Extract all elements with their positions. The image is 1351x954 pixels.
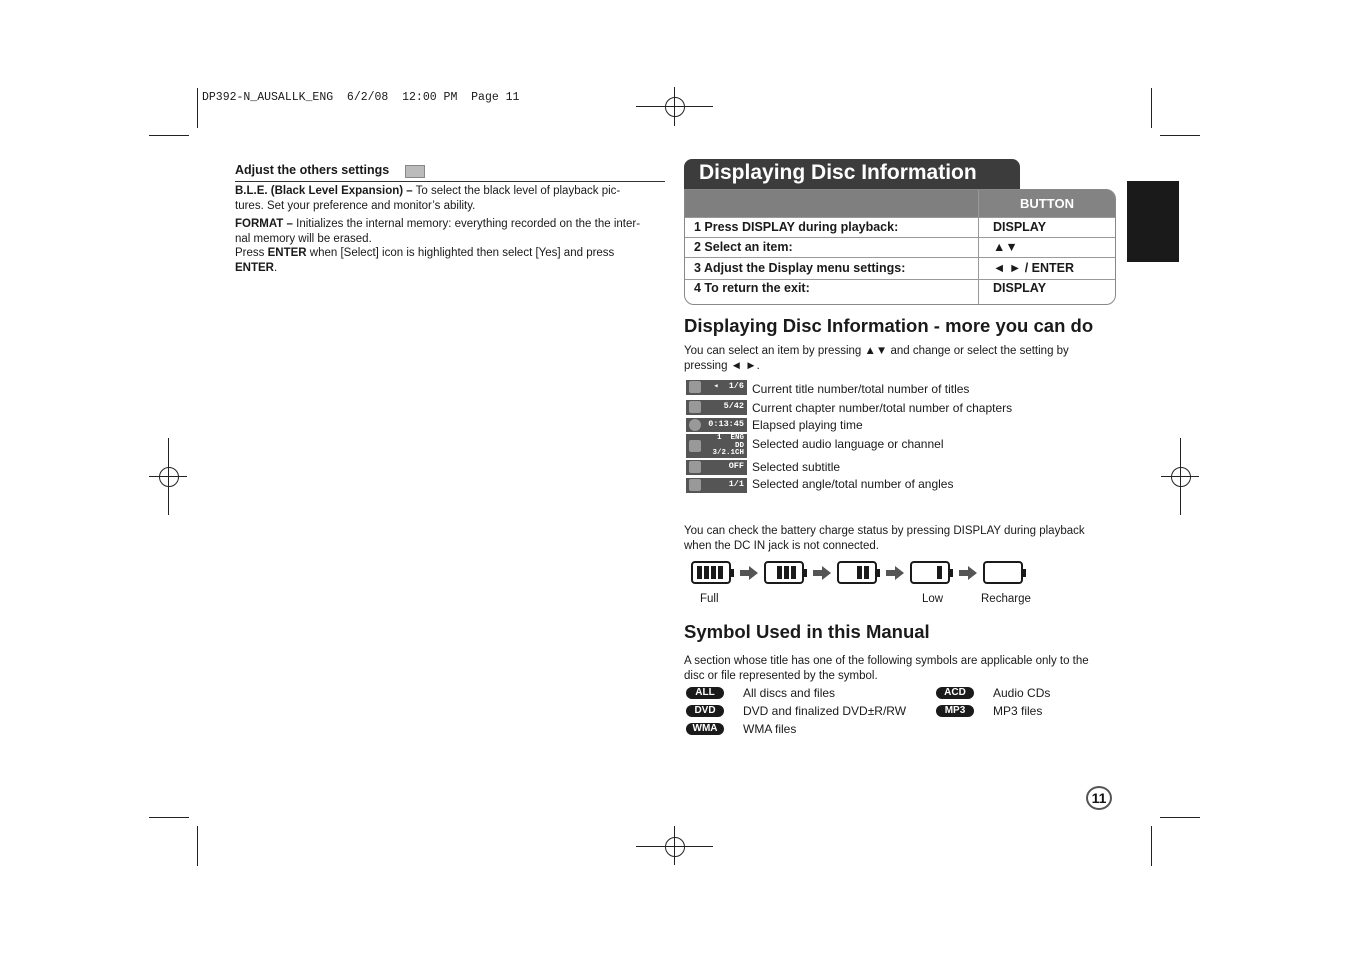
badge-acd: ACD	[936, 687, 974, 699]
osd-title-value: ◂ 1/6	[713, 381, 744, 391]
osd-angle-label: Selected angle/total number of angles	[752, 477, 954, 491]
battery-low-label: Low	[922, 593, 944, 605]
arrow-right-icon	[886, 566, 904, 580]
format-term: FORMAT –	[235, 218, 293, 230]
ble-term: B.L.E. (Black Level Expansion) –	[235, 185, 413, 197]
more-intro-line-2: pressing ◄ ►.	[684, 359, 760, 372]
table-row-button: DISPLAY	[993, 220, 1047, 234]
arrow-right-icon	[959, 566, 977, 580]
battery-recharge-label: Recharge	[981, 593, 1031, 605]
more-intro	[684, 344, 1124, 373]
format-paragraph	[235, 217, 667, 275]
table-row-step: 3 Adjust the Display menu settings:	[694, 261, 906, 275]
settings-tab-icon	[405, 165, 425, 178]
badge-all: ALL	[686, 687, 724, 699]
osd-audio-label: Selected audio language or channel	[752, 437, 944, 451]
symbol-label-acd: Audio CDs	[993, 686, 1051, 700]
badge-mp3: MP3	[936, 705, 974, 717]
arrow-right-icon	[813, 566, 831, 580]
ble-paragraph	[235, 184, 665, 213]
arrow-right-icon	[740, 566, 758, 580]
symbol-label-mp3: MP3 files	[993, 704, 1043, 718]
battery-low-icon	[910, 561, 950, 584]
osd-audio-icon	[686, 434, 747, 458]
badge-wma: WMA	[686, 723, 724, 735]
row-divider	[685, 279, 1115, 280]
battery-intro-line-1: You can check the battery charge status by pressing DISPLAY during playback	[684, 525, 1085, 537]
osd-time-value: 0:13:45	[708, 419, 744, 429]
clock-icon	[689, 419, 701, 431]
table-row-button: ▲▼	[993, 240, 1018, 254]
osd-time-icon	[686, 418, 747, 432]
osd-audio-value: 1 ENG DD 3/2.1CH	[712, 434, 744, 457]
osd-subtitle-label: Selected subtitle	[752, 460, 841, 474]
osd-angle-icon	[686, 478, 747, 493]
print-slug: DP392-N_AUSALLK_ENG 6/2/08 12:00 PM Page 11	[202, 91, 520, 104]
osd-chapter-value: 5/42	[723, 401, 744, 411]
symbol-intro-line-1: A section whose title has one of the following symbols are applicable only to the	[684, 655, 1089, 667]
symbol-intro-line-2: disc or file represented by the symbol.	[684, 669, 878, 682]
more-heading: Displaying Disc Information - more you can do	[684, 315, 1094, 336]
section-heading-others: Adjust the others settings	[235, 163, 390, 177]
symbol-heading: Symbol Used in this Manual	[684, 621, 930, 642]
angle-icon	[689, 479, 701, 491]
ble-text-2: tures. Set your preference and monitor’s ability.	[235, 199, 476, 212]
more-intro-line-1: You can select an item by pressing ▲▼ and change or select the setting by	[684, 345, 1069, 357]
period: .	[273, 261, 278, 274]
button-column-header: BUTTON	[979, 190, 1115, 217]
symbol-label-wma: WMA files	[743, 722, 797, 736]
title-banner	[684, 159, 1020, 189]
symbol-label-all: All discs and files	[743, 686, 836, 700]
format-text-2: nal memory will be erased.	[235, 232, 372, 245]
battery-empty-icon	[983, 561, 1023, 584]
headphones-icon	[689, 440, 701, 452]
row-divider	[685, 237, 1115, 238]
page-number: 11	[1086, 786, 1112, 810]
row-divider	[685, 257, 1115, 258]
row-divider	[685, 217, 1115, 218]
title-icon	[689, 381, 701, 393]
format-text: Initializes the internal memory: everything recorded on the the inter-	[296, 218, 641, 230]
battery-full-icon	[691, 561, 731, 584]
column-divider	[978, 190, 979, 304]
badge-dvd: DVD	[686, 705, 724, 717]
page-title: Displaying Disc Information	[699, 161, 977, 184]
osd-chapter-label: Current chapter number/total number of chapters	[752, 401, 1013, 415]
table-row-button: ◄ ► / ENTER	[993, 261, 1074, 275]
subtitle-icon	[689, 461, 701, 473]
osd-time-label: Elapsed playing time	[752, 418, 863, 432]
osd-chapter-icon	[686, 400, 747, 415]
symbol-intro	[684, 654, 1124, 683]
table-row-step: 2 Select an item:	[694, 240, 793, 254]
battery-three-quarter-icon	[764, 561, 804, 584]
battery-intro-line-2: when the DC IN jack is not connected.	[684, 539, 879, 552]
osd-subtitle-value: OFF	[728, 461, 744, 471]
battery-full-label: Full	[700, 593, 719, 605]
table-row-step: 1 Press DISPLAY during playback:	[694, 220, 899, 234]
battery-half-icon	[837, 561, 877, 584]
press-text: Press	[235, 247, 265, 259]
chapter-icon	[689, 401, 701, 413]
table-row-step: 4 To return the exit:	[694, 281, 810, 295]
battery-intro	[684, 524, 1124, 553]
chapter-tab	[1127, 181, 1179, 262]
symbol-label-dvd: DVD and finalized DVD±R/RW	[743, 704, 907, 718]
enter-key-2: ENTER	[235, 261, 274, 274]
heading-rule	[235, 181, 665, 182]
enter-key-1: ENTER	[267, 247, 307, 259]
osd-title-label: Current title number/total number of titles	[752, 382, 970, 396]
osd-subtitle-icon	[686, 460, 747, 475]
osd-angle-value: 1/1	[728, 479, 744, 489]
steps-table	[684, 189, 1116, 305]
osd-title-icon	[686, 380, 747, 395]
table-row-button: DISPLAY	[993, 281, 1047, 295]
press-text-2: when [Select] icon is highlighted then select [Yes] and press	[309, 247, 615, 259]
ble-text: To select the black level of playback pic-	[415, 185, 621, 197]
